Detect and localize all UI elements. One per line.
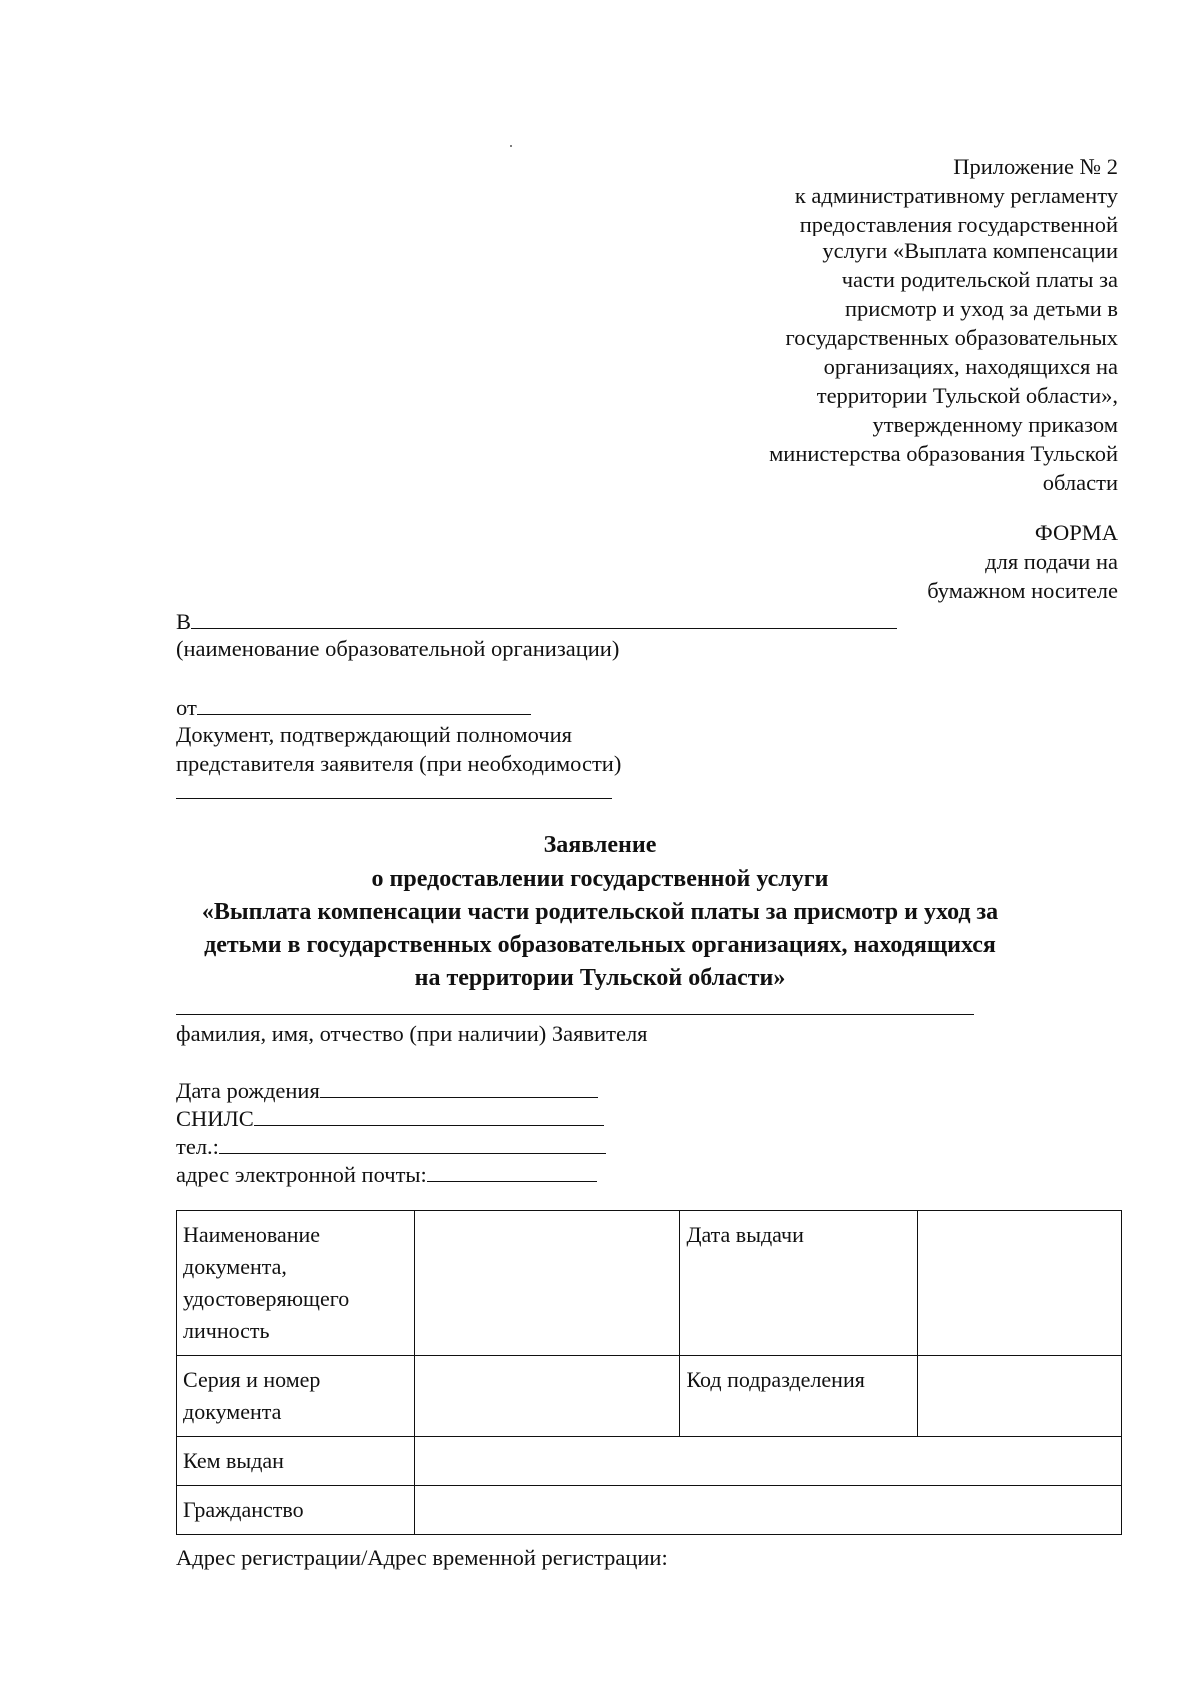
organization-caption: (наименование образовательной организации) [176, 636, 620, 661]
phone-label: тел.: [176, 1134, 219, 1159]
form-note-line: для подачи на [985, 549, 1118, 574]
regulation-line: области [1042, 470, 1118, 495]
applicant-name-caption: фамилия, имя, отчество (при наличии) Заявителя [176, 1021, 648, 1046]
registration-address-label: Адрес регистрации/Адрес временной регистрации: [176, 1545, 668, 1570]
birth-date-row [176, 1075, 598, 1105]
regulation-line: государственных образовательных [785, 325, 1118, 350]
table-row [177, 1486, 1122, 1535]
citizenship-value[interactable] [414, 1486, 1121, 1535]
citizenship-label: Гражданство [177, 1486, 415, 1535]
form-label: ФОРМА [1034, 520, 1118, 545]
email-field[interactable] [427, 1159, 597, 1182]
applicant-name-field[interactable] [176, 1014, 974, 1015]
phone-row [176, 1131, 606, 1161]
organization-name-field[interactable] [191, 606, 897, 629]
id-document-table [176, 1210, 1122, 1535]
regulation-line: территории Тульской области», [816, 383, 1118, 408]
regulation-line: присмотр и уход за детьми в [844, 296, 1118, 321]
phone-field[interactable] [219, 1131, 606, 1154]
statement-subtitle: о предоставлении государственной услуги [371, 866, 829, 892]
issue-date-label: Дата выдачи [680, 1211, 918, 1356]
doc-name-value[interactable] [414, 1211, 680, 1356]
table-row [177, 1356, 1122, 1437]
division-code-value[interactable] [918, 1356, 1122, 1437]
series-number-value[interactable] [414, 1356, 680, 1437]
service-name-line: на территории Тульской области» [414, 965, 786, 991]
authority-doc-line: Документ, подтверждающий полномочия [176, 722, 572, 747]
regulation-line: к административному регламенту [794, 183, 1118, 208]
regulation-line: части родительской платы за [841, 267, 1118, 292]
table-row [177, 1437, 1122, 1486]
form-note [927, 518, 1118, 605]
division-code-label: Код подразделения [680, 1356, 918, 1437]
table-row [177, 1211, 1122, 1356]
series-number-label: Серия и номер документа [177, 1356, 415, 1437]
issue-date-value[interactable] [918, 1211, 1122, 1356]
email-row [176, 1159, 597, 1189]
snils-row [176, 1103, 604, 1133]
snils-label: СНИЛС [176, 1106, 254, 1131]
form-note-line: бумажном носителе [927, 578, 1118, 603]
addressee-to-row [176, 606, 897, 636]
issued-by-value[interactable] [414, 1437, 1121, 1486]
regulation-line: предоставления государственной [799, 212, 1118, 236]
issued-by-label: Кем выдан [177, 1437, 415, 1486]
scan-speck [510, 145, 512, 147]
service-name-line: «Выплата компенсации части родительской платы за присмотр и уход за [201, 899, 999, 925]
authority-doc-line: представителя заявителя (при необходимости) [176, 751, 622, 776]
email-label: адрес электронной почты: [176, 1162, 427, 1187]
regulation-line: услуги «Выплата компенсации [822, 238, 1118, 263]
from-prefix: от [176, 695, 197, 720]
to-prefix: В [176, 609, 192, 634]
service-name-line: детьми в государственных образовательных организациях, находящихся [204, 932, 996, 958]
birth-date-field[interactable] [320, 1075, 598, 1098]
authority-doc-field[interactable] [176, 798, 612, 799]
addressee-from-row [176, 692, 531, 722]
statement-title: Заявление [543, 832, 657, 858]
snils-field[interactable] [254, 1103, 604, 1126]
regulation-line: утвержденному приказом [872, 412, 1118, 437]
appendix-header [769, 152, 1118, 497]
regulation-line: министерства образования Тульской [769, 441, 1118, 466]
birth-date-label: Дата рождения [176, 1078, 320, 1103]
appendix-number: Приложение № 2 [953, 154, 1118, 179]
from-field[interactable] [197, 692, 531, 715]
regulation-line: организациях, находящихся на [823, 354, 1118, 379]
doc-name-label: Наименование документа, удостоверяющего личность [177, 1211, 415, 1356]
